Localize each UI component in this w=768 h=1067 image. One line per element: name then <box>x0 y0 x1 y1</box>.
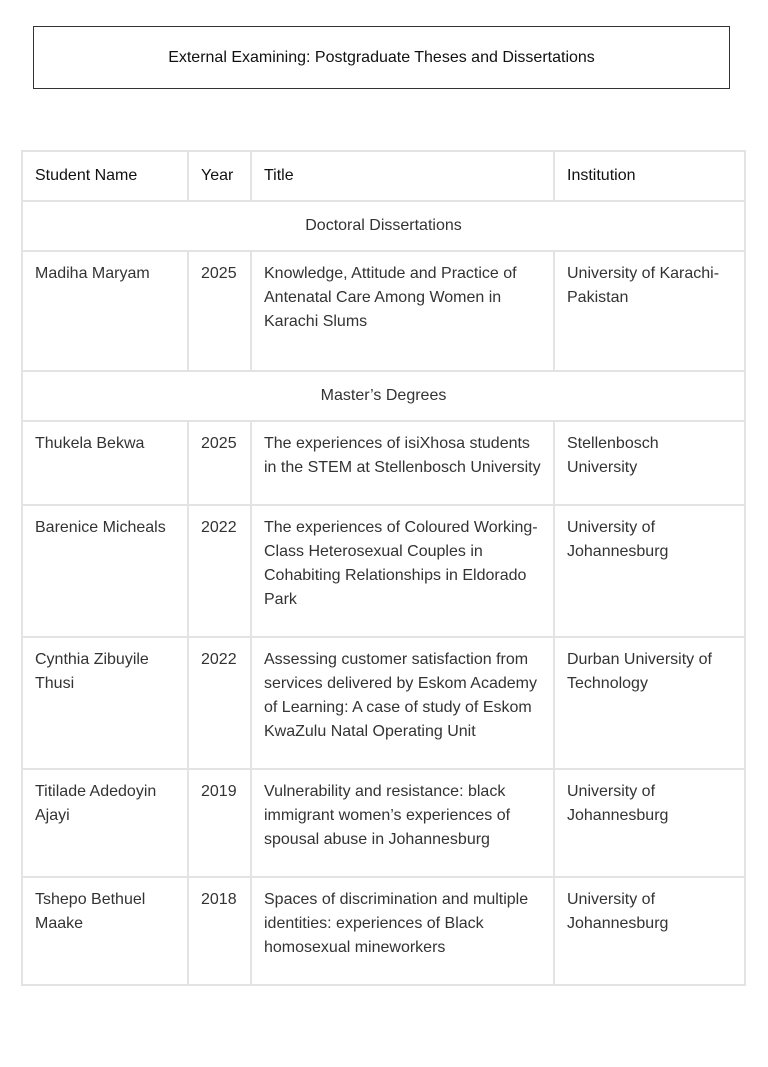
section-row-doctoral <box>22 201 745 251</box>
year-cell: 2025 <box>188 421 251 505</box>
header-title: Title <box>251 151 554 201</box>
table-header-row <box>22 151 745 201</box>
year-cell: 2018 <box>188 877 251 985</box>
title-cell: Spaces of discrimination and multiple identities: experiences of Black homosexual mineworkers <box>251 877 554 985</box>
table-row <box>22 421 745 505</box>
student-name-cell: Tshepo Bethuel Maake <box>22 877 188 985</box>
table-row <box>22 251 745 371</box>
theses-table-container <box>21 150 744 986</box>
institution-cell: Durban University of Technology <box>554 637 745 769</box>
table-row <box>22 637 745 769</box>
page-title: External Examining: Postgraduate Theses and Dissertations <box>168 48 595 66</box>
year-cell: 2022 <box>188 505 251 637</box>
year-cell: 2022 <box>188 637 251 769</box>
institution-cell: University of Karachi- Pakistan <box>554 251 745 371</box>
institution-cell: Stellenbosch University <box>554 421 745 505</box>
student-name-cell: Thukela Bekwa <box>22 421 188 505</box>
table-row <box>22 877 745 985</box>
student-name-cell: Barenice Micheals <box>22 505 188 637</box>
theses-table <box>21 150 746 986</box>
section-label-masters: Master’s Degrees <box>22 371 745 421</box>
table-row <box>22 505 745 637</box>
institution-cell: University of Johannesburg <box>554 505 745 637</box>
year-cell: 2025 <box>188 251 251 371</box>
year-cell: 2019 <box>188 769 251 877</box>
table-row <box>22 769 745 877</box>
section-label-doctoral: Doctoral Dissertations <box>22 201 745 251</box>
title-cell: Vulnerability and resistance: black immigrant women’s experiences of spousal abuse in Johannesburg <box>251 769 554 877</box>
institution-cell: University of Johannesburg <box>554 877 745 985</box>
header-institution: Institution <box>554 151 745 201</box>
institution-cell: University of Johannesburg <box>554 769 745 877</box>
title-cell: The experiences of Coloured Working-Class Heterosexual Couples in Cohabiting Relationships in Eldorado Park <box>251 505 554 637</box>
title-cell: Knowledge, Attitude and Practice of Antenatal Care Among Women in Karachi Slums <box>251 251 554 371</box>
page-title-box <box>33 26 730 89</box>
student-name-cell: Cynthia Zibuyile Thusi <box>22 637 188 769</box>
section-row-masters <box>22 371 745 421</box>
student-name-cell: Titilade Adedoyin Ajayi <box>22 769 188 877</box>
title-cell: The experiences of isiXhosa students in the STEM at Stellenbosch University <box>251 421 554 505</box>
header-year: Year <box>188 151 251 201</box>
student-name-cell: Madiha Maryam <box>22 251 188 371</box>
title-cell: Assessing customer satisfaction from services delivered by Eskom Academy of Learning: A case of study of Eskom KwaZulu Natal Operating Unit <box>251 637 554 769</box>
header-student-name: Student Name <box>22 151 188 201</box>
